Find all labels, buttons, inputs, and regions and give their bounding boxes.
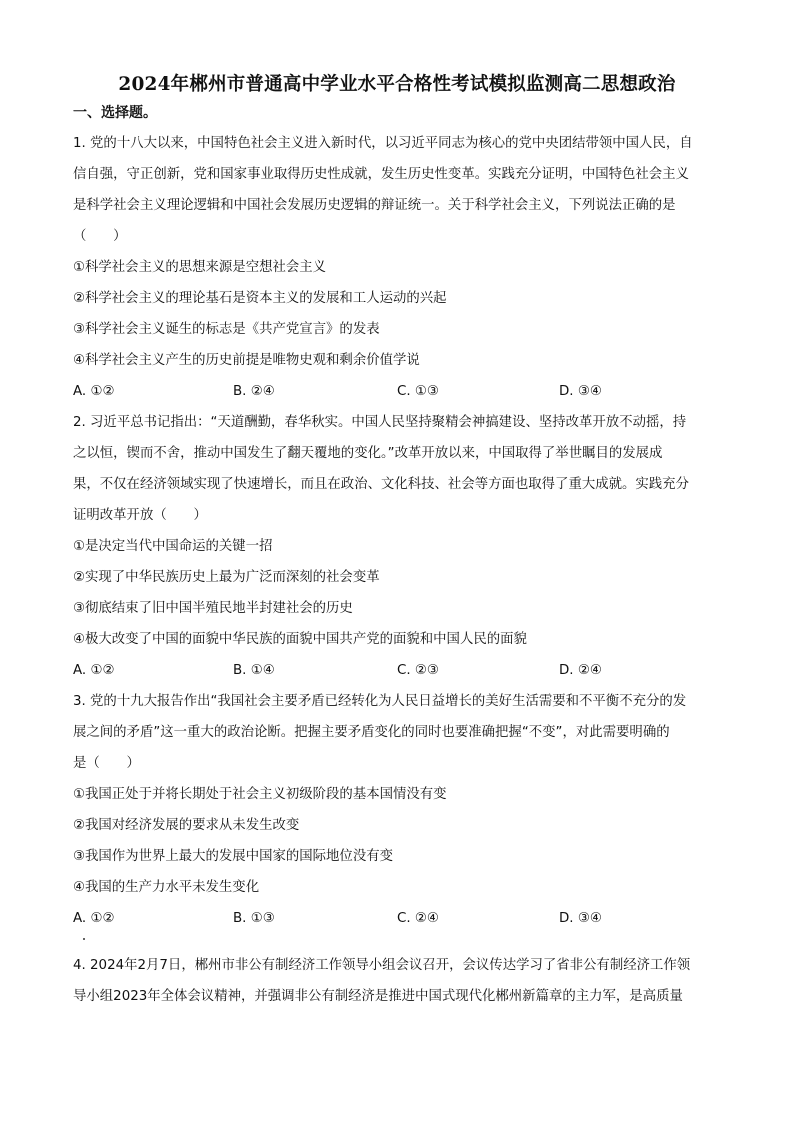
question-stem-line: 2. 习近平总书记指出：“天道酬勤，春华秋实。中国人民坚持聚精会神搞建设、坚持改革开放不动摇，持 [73,415,687,430]
question-2 [73,407,721,686]
exam-title: 2024年郴州市普通高中学业水平合格性考试模拟监测高二思想政治 [118,74,676,95]
statement-item: ①科学社会主义的思想来源是空想社会主义 [73,260,327,275]
question-3 [73,686,721,934]
question-stem-line: 4. 2024年2月7日，郴州市非公有制经济工作领导小组会议召开，会议传达学习了省非公有制经济工作领 [73,958,691,973]
question-4 [73,950,721,1012]
answer-options [73,655,721,686]
question-stem-line: 果，不仅在经济领域实现了快速增长，而且在政治、文化科技、社会等方面也取得了重大成就。实践充分 [73,477,689,492]
option-d: D. ②④ [559,663,602,678]
statement-item: ①是决定当代中国命运的关键一招 [73,539,273,554]
question-stem-line: 证明改革开放（ ） [73,508,207,523]
statement-item: ④科学社会主义产生的历史前提是唯物史观和剩余价值学说 [73,353,420,368]
option-a: A. ①② [73,911,115,926]
statement-item: ②实现了中华民族历史上最为广泛而深刻的社会变革 [73,570,380,585]
option-d: D. ③④ [559,384,602,399]
question-stem-line: 是（ ） [73,756,140,771]
answer-blank: （ ） [73,229,127,244]
question-stem-line: 信自强，守正创新，党和国家事业取得历史性成就，发生历史性变革。实践充分证明，中国特色社会主义 [73,167,689,182]
spacer [73,934,721,950]
option-b: B. ①④ [233,663,275,678]
option-a: A. ①② [73,663,115,678]
statement-item: ③我国作为世界上最大的发展中国家的国际地位没有变 [73,849,393,864]
statement-item: ①我国正处于并将长期处于社会主义初级阶段的基本国情没有变 [73,787,447,802]
option-a: A. ①② [73,384,115,399]
question-stem-line: 之以恒，锲而不舍，推动中国发生了翻天覆地的变化。”改革开放以来，中国取得了举世瞩目的发展成 [73,446,663,461]
option-b: B. ①③ [233,911,275,926]
stray-mark [83,938,85,940]
question-stem-line: 3. 党的十九大报告作出“我国社会主要矛盾已经转化为人民日益增长的美好生活需要和不平衡不充分的发 [73,694,687,709]
question-stem-line: 1. 党的十八大以来，中国特色社会主义进入新时代，以习近平同志为核心的党中央团结带领中国人民，自 [73,136,693,151]
statement-item: ④极大改变了中国的面貌中华民族的面貌中国共产党的面貌和中国人民的面貌 [73,632,527,647]
statement-item: ③彻底结束了旧中国半殖民地半封建社会的历史 [73,601,353,616]
question-stem-line: 是科学社会主义理论逻辑和中国社会发展历史逻辑的辩证统一。关于科学社会主义，下列说法正确的是 [73,198,676,213]
question-list [73,128,721,1012]
section-heading: 一、选择题。 [73,105,157,121]
question-1 [73,128,721,407]
option-c: C. ②④ [397,911,439,926]
answer-options [73,903,721,934]
statement-item: ②科学社会主义的理论基石是资本主义的发展和工人运动的兴起 [73,291,447,306]
statement-item: ②我国对经济发展的要求从未发生改变 [73,818,300,833]
option-c: C. ②③ [397,663,439,678]
answer-options [73,376,721,407]
question-stem-line: 导小组2023年全体会议精神，并强调非公有制经济是推进中国式现代化郴州新篇章的主力军，是高质量 [73,989,683,1004]
question-stem-line: 展之间的矛盾”这一重大的政治论断。把握主要矛盾变化的同时也要准确把握“不变”，对此需要明确的 [73,725,670,740]
statement-item: ④我国的生产力水平未发生变化 [73,880,260,895]
statement-item: ③科学社会主义诞生的标志是《共产党宣言》的发表 [73,322,380,337]
option-d: D. ③④ [559,911,602,926]
option-c: C. ①③ [397,384,439,399]
option-b: B. ②④ [233,384,275,399]
